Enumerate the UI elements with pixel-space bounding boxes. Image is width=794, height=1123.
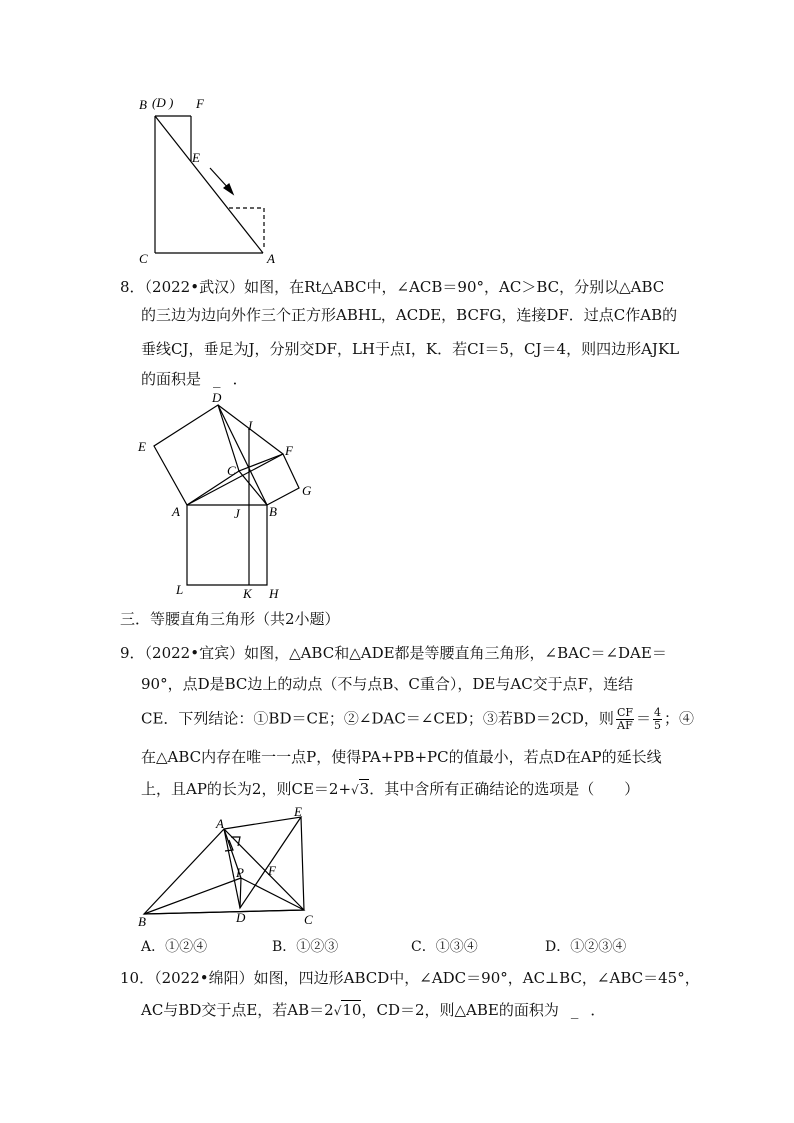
q9-line-1: 9．（2022•宜宾）如图，△ABC和△ADE都是等腰直角三角形，∠BAC＝∠DAE＝ [120, 644, 667, 662]
fig7-label-e: E [192, 150, 200, 165]
q9-frac2-num: 4 [654, 706, 662, 719]
fig7-label-c: C [139, 251, 148, 266]
q8-line-1: 8．（2022•武汉）如图，在Rt△ABC中，∠ACB＝90°，AC＞BC，分别以△ABC [120, 278, 665, 296]
q9-option-c[interactable]: C．①③④ [411, 939, 478, 955]
q9-line-5 [141, 779, 639, 800]
q9-fraction-4-5 [653, 707, 662, 732]
fig7-label-a: A [267, 251, 275, 266]
q9-frac1-num: CF [616, 706, 633, 719]
fig8-label-e: E [138, 439, 146, 454]
figure-8-drawing [130, 392, 330, 604]
fig8-square-abhl [187, 505, 267, 585]
q10-answer-blank[interactable]: _ [570, 1001, 579, 1019]
sqrt-sign-icon: √ [333, 1004, 342, 1018]
fig7-dashed-square [229, 208, 264, 250]
fig8-segment-db [218, 405, 267, 505]
q10-sqrt-value: 10 [342, 1001, 362, 1019]
q8-answer-blank[interactable]: _ [213, 370, 221, 388]
q9-equals: ＝ [636, 709, 652, 728]
q9-line3-text: CE．下列结论：①BD＝CE；②∠DAC＝∠CED；③若BD＝2CD，则 [141, 709, 614, 728]
fig9-label-p: P [236, 865, 244, 880]
fig9-right-angle-mark-2 [231, 837, 240, 846]
fig9-label-d: D [236, 910, 246, 925]
fig8-square-acde [154, 405, 239, 505]
q8-line-2: 的三边为边向外作三个正方形ABHL，ACDE，BCFG，连接DF．过点C作AB的 [141, 306, 678, 324]
fig7-label-b: B [139, 97, 147, 112]
figure-7 [130, 92, 290, 268]
q9-fraction-cf-af [616, 707, 634, 732]
q9-line-3 [141, 707, 694, 732]
figure-9 [132, 806, 332, 930]
fig9-segment-pd [240, 878, 241, 908]
q9-option-a[interactable]: A．①②④ [141, 939, 208, 955]
fig7-label-f: F [196, 96, 204, 111]
q9-option-d[interactable]: D．①②③④ [545, 939, 627, 955]
q9-line3-end: ；④ [664, 709, 695, 728]
fig8-label-l: L [176, 582, 184, 597]
q10-line-2 [141, 1000, 605, 1021]
fig7-edge-ba [155, 116, 263, 253]
fig9-label-e: E [294, 806, 302, 819]
fig9-label-b: B [138, 914, 146, 929]
q8-line4-end: ． [232, 370, 248, 388]
q9-option-b[interactable]: B．①②③ [272, 939, 339, 955]
fig8-label-g: G [302, 483, 312, 498]
fig8-label-d: D [212, 392, 222, 405]
q10-line-1: 10．（2022•绵阳）如图，四边形ABCD中，∠ADC＝90°，AC⊥BC，∠ABC＝45°， [120, 969, 700, 987]
q9-line5-text: 上，且AP的长为2，则CE＝2+ [141, 780, 352, 798]
q9-frac2-den: 5 [654, 719, 662, 732]
fig8-label-c: C [227, 463, 236, 478]
fig9-label-f: F [268, 863, 276, 878]
fig8-label-j: J [234, 506, 240, 521]
q9-line5-end: ．其中含所有正确结论的选项是（ ） [369, 780, 640, 798]
fig8-label-h: H [269, 586, 279, 601]
q10-line2-mid: ，CD＝2，则△ABE的面积为 [361, 1001, 559, 1019]
q9-sqrt-value: 3 [359, 780, 370, 798]
fig9-segment-ec [301, 817, 304, 910]
q8-line4-text: 的面积是 [141, 370, 202, 388]
fig7-label-d: (D ) [152, 95, 174, 110]
q9-line-2: 90°，点D是BC边上的动点（不与点B、C重合），DE与AC交于点F，连结 [141, 675, 634, 693]
q9-frac1-den: AF [617, 719, 633, 732]
sqrt-sign-icon: √ [351, 783, 359, 797]
fig9-segment-bc [144, 910, 304, 914]
fig9-label-c: C [304, 912, 313, 927]
fig8-label-i: I [248, 418, 253, 433]
fig8-label-a: A [172, 504, 180, 519]
fig8-label-f: F [285, 443, 293, 458]
fig9-triangle-abc [144, 829, 304, 914]
fig9-segment-bp [144, 878, 241, 914]
q8-line-4 [141, 369, 248, 389]
fig8-segment-af [187, 454, 283, 505]
q10-line2-end: ． [590, 1001, 606, 1019]
fig9-segment-pc [241, 878, 304, 910]
q10-line2-text: AC与BD交于点E，若AB＝2 [141, 1001, 334, 1019]
fig8-label-k: K [243, 586, 252, 601]
q8-line-3: 垂线CJ，垂足为J，分别交DF，LH于点I，K．若CI＝5，CJ＝4，则四边形AJKL [141, 340, 680, 358]
q9-line-4: 在△ABC内存在唯一一点P，使得PA+PB+PC的值最小，若点D在AP的延长线 [141, 748, 662, 766]
fig8-label-b: B [269, 504, 277, 519]
fig9-label-a: A [216, 816, 224, 831]
section-3-title: 三．等腰直角三角形（共2小题） [120, 610, 340, 628]
